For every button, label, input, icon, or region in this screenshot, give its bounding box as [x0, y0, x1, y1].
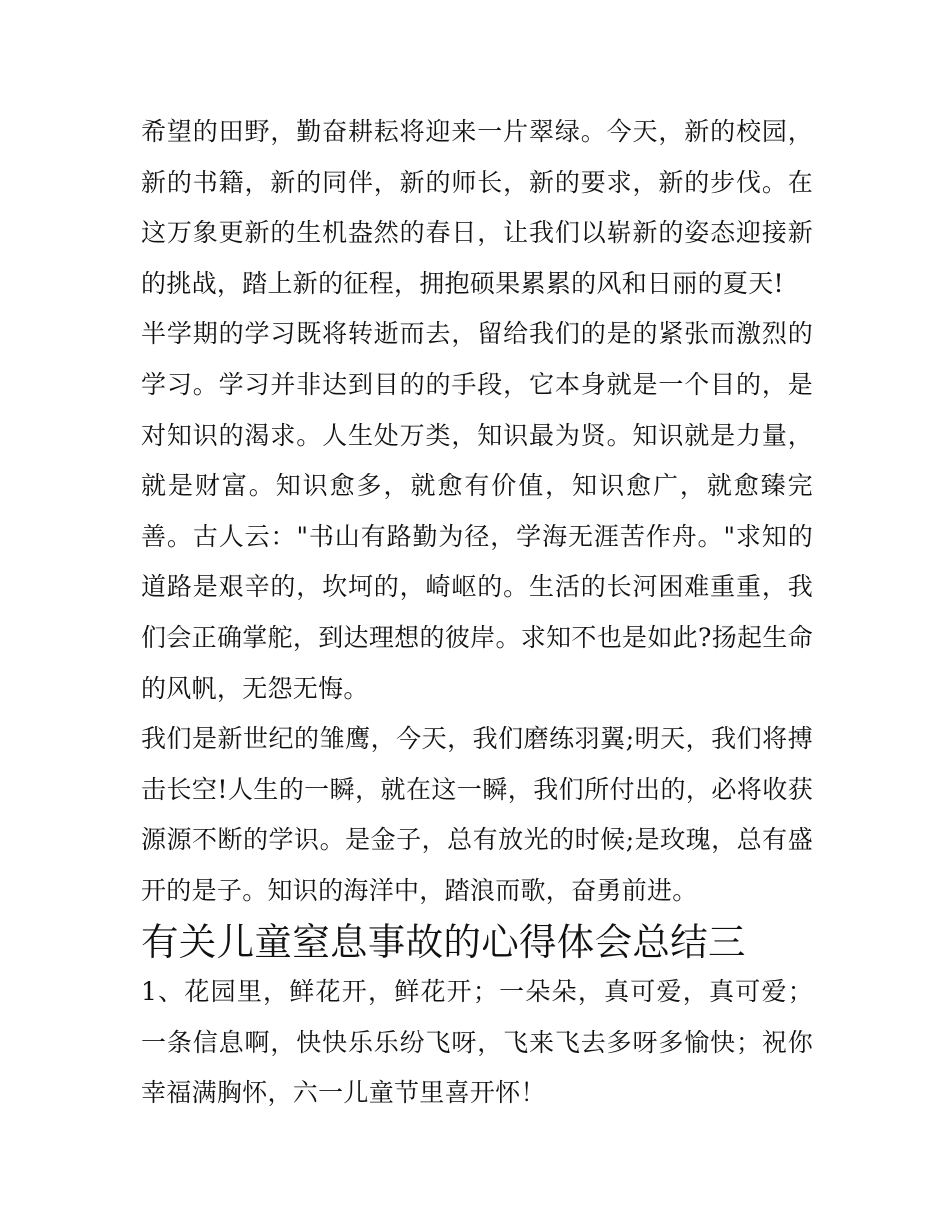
body-paragraph: 希望的田野，勤奋耕耘将迎来一片翠绿。今天，新的校园，新的书籍，新的同伴，新的师长，新的要求，新的步伐。在这万象更新的生机盎然的春日，让我们以崭新的姿态迎接新的挑战，踏上新的征程，拥抱硕果累累的风和日丽的夏天! — [141, 117, 813, 298]
list-item: 1、花园里，鲜花开，鲜花开；一朵朵，真可爱，真可爱；一条信息啊，快快乐乐纷飞呀，飞来飞去多呀多愉快；祝你幸福满胸怀，六一儿童节里喜开怀！ — [141, 977, 813, 1108]
section-title: 有关儿童窒息事故的心得体会总结三 — [141, 919, 746, 964]
document-page — [141, 107, 813, 1119]
body-paragraph: 半学期的学习既将转逝而去，留给我们的是的紧张而激烈的学习。学习并非达到目的的手段，它本身就是一个目的，是对知识的渴求。人生处万类，知识最为贤。知识就是力量，就是财富。知识愈多，就愈有价值，知识愈广，就愈臻完善。古人云："书山有路勤为径，学海无涯苦作舟。"求知的道路是艰辛的，坎坷的，崎岖的。生活的长河困难重重，我们会正确掌舵，到达理想的彼岸。求知不也是如此?扬起生命的风帆，无怨无悔。 — [141, 319, 813, 703]
body-paragraph: 我们是新世纪的雏鹰，今天，我们磨练羽翼;明天，我们将搏击长空!人生的一瞬，就在这一瞬，我们所付出的，必将收获源源不断的学识。是金子，总有放光的时候;是玫瑰，总有盛开的是子。知识的海洋中，踏浪而歌，奋勇前进。 — [141, 724, 813, 905]
